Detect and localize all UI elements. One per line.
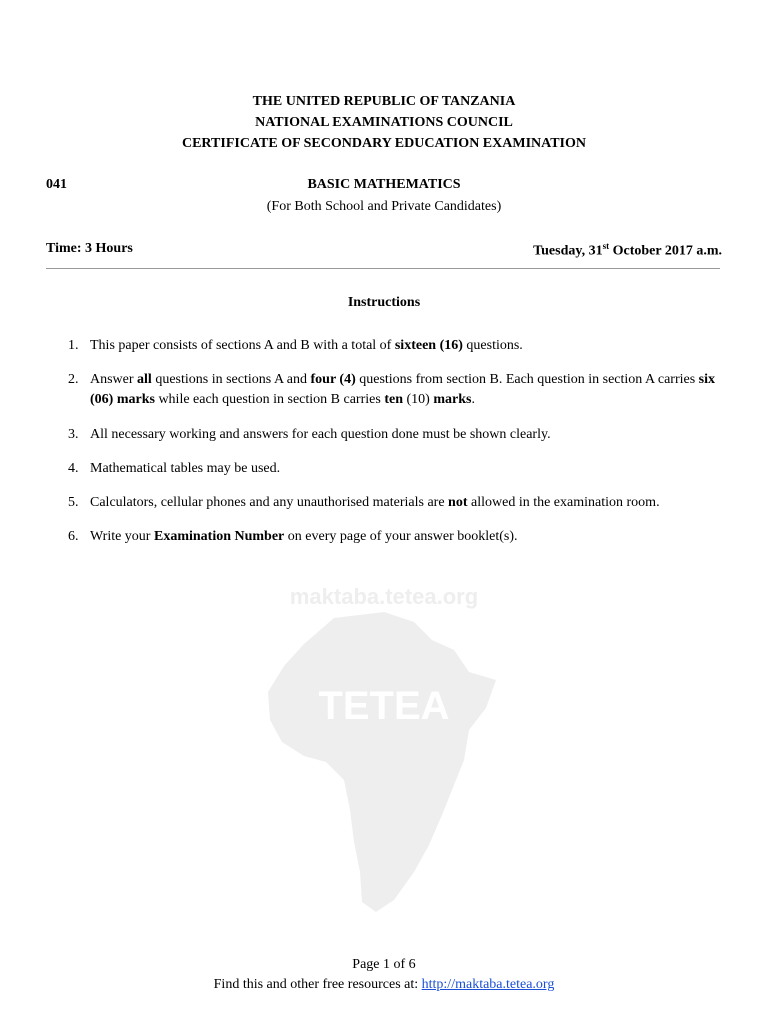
exam-time: Time: 3 Hours xyxy=(46,241,133,256)
instruction-text-segment: Answer xyxy=(90,372,138,387)
instruction-item xyxy=(68,459,718,479)
instructions-title: Instructions xyxy=(347,295,421,310)
instruction-bold-text: all xyxy=(137,372,152,387)
exam-date-rest: October 2017 a.m. xyxy=(609,243,722,259)
instruction-text xyxy=(90,459,718,479)
instruction-number: 5. xyxy=(68,495,79,510)
watermark-site: maktaba.tetea.org xyxy=(289,584,479,609)
instruction-bold-text: six (06) marks xyxy=(90,372,716,407)
instruction-number: 4. xyxy=(68,461,79,476)
instruction-text-segment: All necessary working and answers for each question done must be shown clearly. xyxy=(90,427,551,442)
instruction-text xyxy=(90,370,718,410)
instruction-text-segment: Calculators, cellular phones and any unauthorised materials are xyxy=(90,495,449,510)
instruction-bold-text: sixteen (16) xyxy=(394,338,463,353)
footer-text xyxy=(0,977,768,993)
instruction-text-segment: (10) xyxy=(402,392,434,407)
watermark xyxy=(264,584,504,924)
instruction-text xyxy=(90,336,718,356)
instruction-item xyxy=(68,370,718,410)
instruction-text-segment: allowed in the examination room. xyxy=(467,495,660,510)
exam-date-prefix: Tuesday, 31 xyxy=(533,243,603,259)
instruction-text-segment: Write your xyxy=(90,529,154,544)
header-divider xyxy=(46,268,720,269)
exam-date-ordinal: st xyxy=(602,241,610,251)
instruction-text xyxy=(90,425,718,445)
instruction-text xyxy=(90,527,718,547)
header-council: NATIONAL EXAMINATIONS COUNCIL xyxy=(255,115,513,130)
instruction-item xyxy=(68,336,718,356)
paper-code: 041 xyxy=(46,177,67,192)
paper-subject: BASIC MATHEMATICS xyxy=(307,177,461,192)
instruction-text xyxy=(90,493,718,513)
instruction-text-segment: . xyxy=(471,392,475,407)
instruction-item xyxy=(68,493,718,513)
instruction-bold-text: marks xyxy=(433,392,472,407)
instruction-item xyxy=(68,527,718,547)
africa-map-icon xyxy=(264,610,504,920)
instruction-text-segment: questions from section B. Each question in section A carries xyxy=(355,372,699,387)
instruction-item xyxy=(68,425,718,445)
exam-date xyxy=(533,241,722,260)
paper-candidates: (For Both School and Private Candidates) xyxy=(266,199,502,214)
page-number: Page 1 of 6 xyxy=(352,957,416,972)
instruction-text-segment: on every page of your answer booklet(s). xyxy=(284,529,518,544)
instruction-bold-text: not xyxy=(448,495,468,510)
instruction-text-segment: Mathematical tables may be used. xyxy=(90,461,281,476)
instruction-number: 3. xyxy=(68,427,79,442)
footer-link[interactable]: http://maktaba.tetea.org xyxy=(421,977,555,992)
instruction-bold-text: Examination Number xyxy=(153,529,285,544)
watermark-brand: TETEA xyxy=(318,684,450,728)
instruction-text-segment: This paper consists of sections A and B with a total of xyxy=(90,338,395,353)
instruction-text-segment: questions in sections A and xyxy=(151,372,311,387)
header-country: THE UNITED REPUBLIC OF TANZANIA xyxy=(252,94,516,109)
instruction-bold-text: ten xyxy=(384,392,403,407)
instruction-number: 2. xyxy=(68,372,79,387)
instruction-number: 6. xyxy=(68,529,79,544)
instruction-text-segment: questions. xyxy=(462,338,523,353)
footer-label: Find this and other free resources at: xyxy=(213,977,422,992)
instruction-bold-text: four (4) xyxy=(310,372,356,387)
instruction-text-segment: while each question in section B carries xyxy=(154,392,385,407)
instruction-number: 1. xyxy=(68,338,79,353)
header-exam: CERTIFICATE OF SECONDARY EDUCATION EXAMINATION xyxy=(181,136,586,151)
